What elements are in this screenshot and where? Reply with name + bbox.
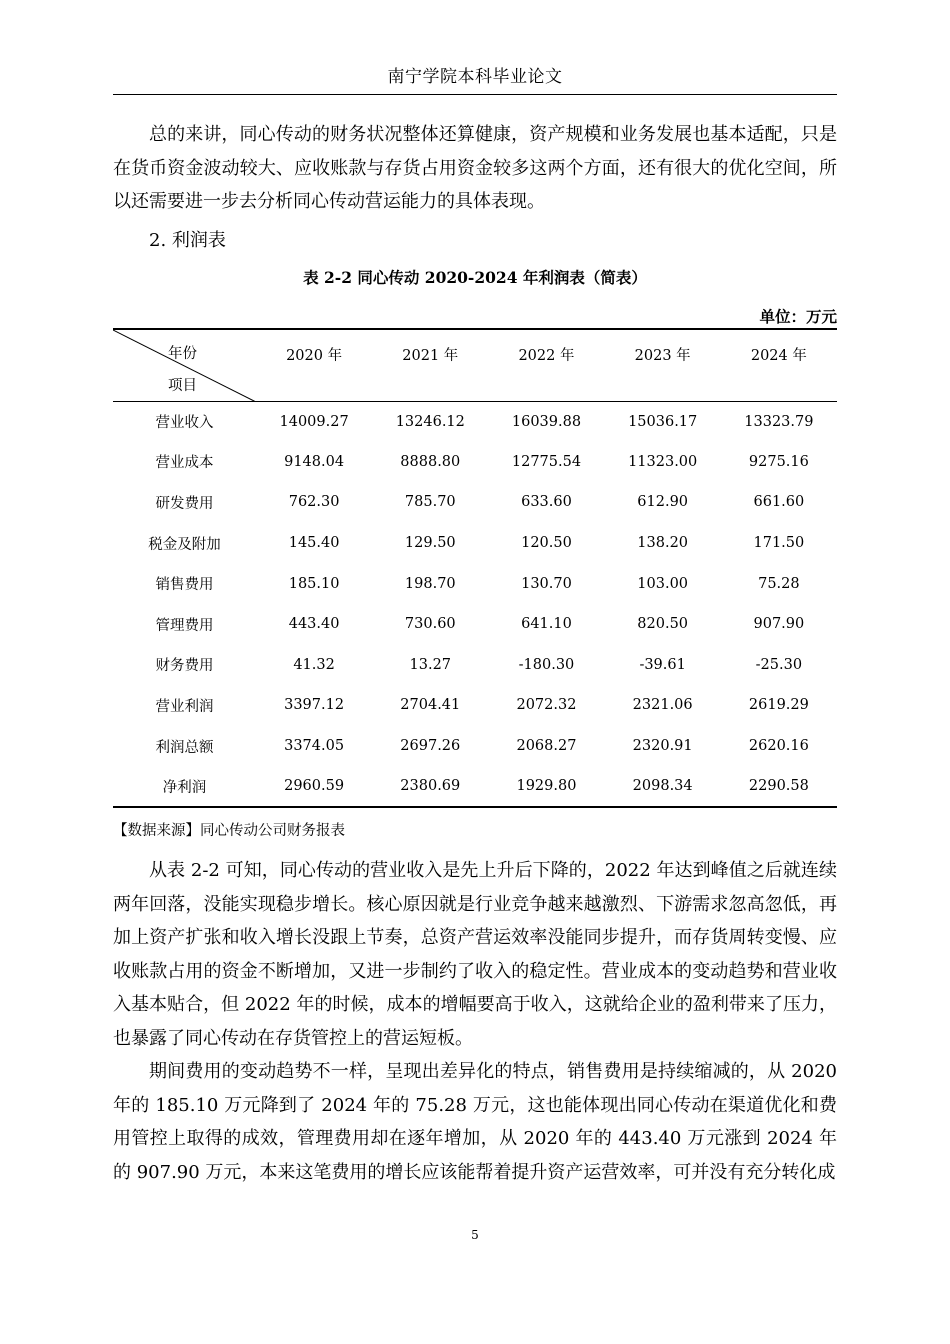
table-cell: 13323.79 xyxy=(744,413,814,430)
table-row xyxy=(113,685,837,726)
row-label: 研发费用 xyxy=(155,495,214,512)
table-cell: 762.30 xyxy=(288,494,340,511)
table-cell: 2320.91 xyxy=(632,738,693,755)
table-row xyxy=(113,726,837,767)
row-label: 利润总额 xyxy=(155,739,214,756)
paragraph-expense-analysis: 期间费用的变动趋势不一样，呈现出差异化的特点，销售费用是持续缩减的，从 2020 年的 185.10 万元降到了 2024 年的 75.28 万元，这也能体现出同心传动在渠道优化和费用管控上取得的成效，管理费用却在逐年增加，从 2020 年的 443.40 万元涨到 2024 年的 907.90 万元，本来这笔费用的增长应该能帮着提升资产运营效率，可并没有充分转化成 xyxy=(113,1061,837,1183)
table-cell: 443.40 xyxy=(288,616,340,633)
table-cell: 9148.04 xyxy=(284,453,345,470)
table-cell: -25.30 xyxy=(755,656,803,673)
table-cell: 661.60 xyxy=(753,494,805,511)
column-header-year: 2024 年 xyxy=(750,348,807,364)
row-label: 营业利润 xyxy=(155,698,214,715)
table-source-note: 【数据来源】同心传动公司财务报表 xyxy=(113,823,345,839)
table-cell: 8888.80 xyxy=(400,453,461,470)
table-cell: 2072.32 xyxy=(516,697,577,714)
table-cell: 11323.00 xyxy=(628,453,698,470)
table-cell: 75.28 xyxy=(758,575,800,592)
corner-label-item: 项目 xyxy=(168,378,197,394)
row-label: 管理费用 xyxy=(155,617,214,634)
table-cell: 12775.54 xyxy=(511,453,582,470)
table-cell: 13246.12 xyxy=(395,413,465,430)
table-cell: 120.50 xyxy=(521,535,572,552)
table-cell: 2321.06 xyxy=(632,697,693,714)
table-cell: 633.60 xyxy=(521,494,572,511)
header-divider xyxy=(113,94,837,95)
table-cell: 2380.69 xyxy=(400,778,461,795)
table-cell: 145.40 xyxy=(288,535,340,552)
table-cell: 730.60 xyxy=(404,616,456,633)
table-caption: 表 2-2 同心传动 2020-2024 年利润表（简表） xyxy=(303,268,647,287)
page-number: 5 xyxy=(471,1228,479,1242)
row-label: 财务费用 xyxy=(155,658,214,675)
row-label: 营业收入 xyxy=(155,415,214,432)
table-cell: 3374.05 xyxy=(284,738,345,755)
table-cell: 2697.26 xyxy=(400,738,461,755)
column-header-year: 2022 年 xyxy=(518,348,575,364)
row-label: 销售费用 xyxy=(155,577,214,594)
table-cell: 9275.16 xyxy=(748,453,809,470)
paragraph-summary: 总的来讲，同心传动的财务状况整体还算健康，资产规模和业务发展也基本适配，只是在货币资金波动较大、应收账款与存货占用资金较多这两个方面，还有很大的优化空间，所以还需要进一步去分析同心传动营运能力的具体表现。 xyxy=(113,124,837,212)
table-cell: 138.20 xyxy=(637,535,689,552)
table-cell: 2960.59 xyxy=(284,778,345,795)
table-corner-cell xyxy=(113,329,256,401)
table-row xyxy=(113,401,837,442)
row-label: 税金及附加 xyxy=(148,536,221,553)
section-heading: 2. 利润表 xyxy=(149,230,226,251)
table-cell: 3397.12 xyxy=(284,697,345,714)
table-cell: 171.50 xyxy=(753,535,805,552)
table-cell: 2098.34 xyxy=(632,778,693,795)
table-cell: 103.00 xyxy=(637,575,689,592)
column-header-year: 2021 年 xyxy=(402,348,459,364)
table-row xyxy=(113,482,837,523)
table-row xyxy=(113,645,837,686)
table-cell: 2619.29 xyxy=(748,697,809,714)
table-row xyxy=(113,604,837,645)
table-cell: 198.70 xyxy=(404,575,456,592)
table-cell: 907.90 xyxy=(753,616,805,633)
table-row xyxy=(113,563,837,604)
profit-table xyxy=(113,328,837,808)
table-row xyxy=(113,766,837,807)
table-cell: 130.70 xyxy=(521,575,572,592)
table-cell: -180.30 xyxy=(518,656,575,673)
table-cell: 129.50 xyxy=(404,535,456,552)
table-body xyxy=(113,401,837,807)
table-row xyxy=(113,442,837,483)
table-cell: 2290.58 xyxy=(748,778,809,795)
table-cell: 16039.88 xyxy=(511,413,582,430)
table-cell: 1929.80 xyxy=(516,778,577,795)
table-row xyxy=(113,523,837,564)
table-cell: 820.50 xyxy=(637,616,689,633)
page-header-title: 南宁学院本科毕业论文 xyxy=(387,67,563,87)
table-cell: 785.70 xyxy=(404,494,456,511)
row-label: 营业成本 xyxy=(155,455,214,472)
paragraph-revenue-analysis: 从表 2-2 可知，同心传动的营业收入是先上升后下降的，2022 年达到峰值之后就连续两年回落，没能实现稳步增长。核心原因就是行业竞争越来越激烈、下游需求忽高忽低，再加上资产扩张和收入增长没跟上节奏，总资产营运效率没能同步提升，而存货周转变慢、应收账款占用的资金不断增加，又进一步制约了收入的稳定性。营业成本的变动趋势和营业收入基本贴合，但 2022 年的时候，成本的增幅要高于收入，这就给企业的盈利带来了压力，也暴露了同心传动在存货管控上的营运短板。 xyxy=(113,860,837,1049)
table-cell: 612.90 xyxy=(637,494,689,511)
table-header-row xyxy=(113,329,837,401)
table-unit: 单位：万元 xyxy=(759,307,837,326)
table-cell: 41.32 xyxy=(293,656,335,673)
column-header-year: 2023 年 xyxy=(634,348,691,364)
corner-label-year: 年份 xyxy=(168,346,197,362)
table-cell: 15036.17 xyxy=(628,413,698,430)
table-cell: 2068.27 xyxy=(516,738,577,755)
table-cell: 2620.16 xyxy=(748,738,809,755)
table-cell: 185.10 xyxy=(288,575,340,592)
row-label: 净利润 xyxy=(162,779,207,796)
table-cell: 641.10 xyxy=(521,616,572,633)
table-cell: 2704.41 xyxy=(400,697,461,714)
column-header-year: 2020 年 xyxy=(286,348,343,364)
table-cell: 14009.27 xyxy=(279,413,349,430)
table-cell: 13.27 xyxy=(409,656,452,673)
table-cell: -39.61 xyxy=(639,656,686,673)
